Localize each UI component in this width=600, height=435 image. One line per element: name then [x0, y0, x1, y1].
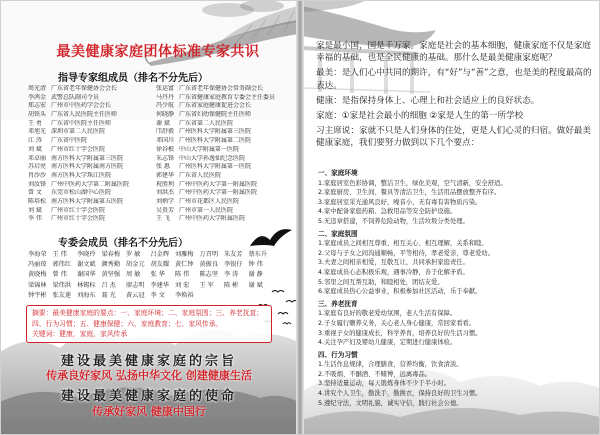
member-name: 陈 彬 — [224, 281, 239, 289]
expert-entry — [28, 120, 152, 129]
member-name: 黄云冠 — [126, 291, 145, 299]
expert-affiliation: 广州医科大学附属第一医院 — [179, 163, 252, 171]
expert-name: 苏启亮 — [28, 163, 47, 171]
expert-row — [28, 120, 292, 129]
section-heading: 三、养老抚育 — [318, 299, 358, 308]
summary-abstract: 摘要：最美健康家庭的要点：一、家庭环境；二、家庭氛围；三、养老抚育；四、行为习惯；五、健康保健；六、家庭教育；七、家风传承。 — [32, 309, 264, 328]
expert-name: 王 飞 — [156, 215, 170, 223]
expert-row — [28, 215, 292, 224]
member-name: 黄坚强 — [101, 271, 121, 279]
expert-affiliation: 广州医科大学附属第三医院 — [179, 128, 252, 136]
expert-affiliation: 武警总队副司令员 — [51, 93, 100, 101]
section-item: 6.家庭成员热心公益事业，积极参加社区活动，乐于奉献。 — [318, 288, 482, 296]
expert-affiliation: 广州医科大学附属第二医院 — [179, 137, 252, 145]
section-item: 2.家庭厨房、卫生间、餐具等清洁卫生，生活用品摆放整齐有序。 — [318, 189, 501, 197]
expert-entry — [156, 181, 292, 190]
expert-entry — [156, 85, 292, 94]
expert-name: 郑志宏 — [28, 102, 47, 110]
expert-entry — [156, 163, 292, 172]
member-row — [28, 291, 276, 301]
expert-name: 刘 斌 — [28, 206, 42, 214]
member-name: 周 敏 — [126, 271, 141, 279]
section-item: 4.讲究个人卫生，勤洗手，勤换衣，保持良好的卫生习惯。 — [318, 390, 482, 398]
member-name: 梁伟洪 — [52, 281, 72, 289]
page-title: 最美健康家庭团体标准专家共识 — [56, 44, 260, 60]
expert-entry — [28, 181, 152, 190]
section-item: 5.无违章搭建，不饲养危险动物，生活垃圾分类处理。 — [318, 217, 469, 225]
member-name: 张 华 — [150, 271, 165, 279]
section-item: 2.不吸烟、不酗酒、不赌博，远离毒品。 — [318, 370, 432, 378]
expert-name: 何晓静 — [156, 111, 175, 119]
section-item: 3.家庭居室采光通风良好，噪音小，无有毒有害物质污染。 — [318, 198, 482, 206]
expert-affiliation: 广州中医药大学附属医院 — [179, 215, 246, 223]
expert-name: 冯少航 — [156, 102, 175, 110]
expert-name: 李鸿金 — [28, 93, 47, 101]
expert-name: 祝胜利 — [156, 180, 175, 188]
definition-family: 家庭：①家是社会最小的细胞 ②家是人生的第一所学校 — [316, 111, 524, 122]
section-item: 1.家庭居室色彩协调，整洁卫生，绿化美观，空气清新，安全舒适。 — [318, 179, 507, 187]
member-name: 朱友芳 — [224, 251, 243, 258]
expert-name: 徐谷根 — [156, 145, 175, 153]
expert-name: 周光清 — [28, 85, 47, 92]
member-name: 颜秀勤 — [101, 261, 121, 269]
expert-affiliation: 南方医科大学附属南方医院 — [51, 163, 124, 171]
member-name: 刘海东 — [77, 291, 96, 299]
member-name: 张友莲 — [52, 291, 72, 299]
key-points — [318, 166, 568, 408]
expert-entry — [28, 111, 152, 120]
expert-row — [28, 146, 292, 155]
expert-name: 邓卓丽 — [28, 154, 47, 162]
expert-name: 李 伟 — [28, 215, 42, 223]
section-heading: 二、家庭氛围 — [318, 229, 358, 238]
expert-affiliation: 广州市红十字会医院 — [51, 206, 106, 214]
mission-heading: 建设最美健康家庭的使命 — [60, 389, 237, 404]
expert-affiliation: 广东省老年保健协会常务副会长 — [179, 85, 264, 92]
section-item: 1.家庭成员之间相互尊重、相互关心、相互理解，关系和睦。 — [318, 240, 488, 248]
expert-name: 邓国川 — [156, 137, 175, 145]
expert-affiliation: 广东省妇幼保健院主任医师 — [179, 111, 252, 119]
expert-name: 陈培松 — [28, 197, 47, 205]
member-name: 吕金辉 — [150, 251, 170, 258]
section-heading: 四、行为习惯 — [318, 350, 358, 359]
expert-entry — [156, 111, 292, 120]
section-item: 3.夫妻之间相亲相爱，互敬互让，共同承担家庭责任。 — [318, 259, 469, 267]
expert-row — [28, 85, 292, 94]
key-point-section — [318, 169, 568, 227]
expert-row — [28, 181, 292, 190]
expert-affiliation: 广东省老年保健协会会长 — [51, 85, 118, 92]
expert-entry — [28, 146, 152, 155]
expert-entry — [28, 215, 152, 224]
expert-name: 张运富 — [156, 85, 175, 92]
expert-name: 邝舒毅 — [156, 128, 175, 136]
expert-affiliation: 广州中医药大学第一附属医院 — [179, 189, 258, 197]
expert-name: 刘汝锋 — [28, 180, 47, 188]
expert-entry — [156, 172, 292, 181]
mission-text: 传承好家风 健康中国行 — [92, 405, 206, 418]
section-item: 1.家庭有良好的敬老爱幼氛围，老人生活有保障。 — [318, 310, 457, 318]
expert-row — [28, 111, 292, 120]
member-name: 刘雁梅 — [175, 251, 194, 258]
expert-affiliation: 广州市第一人民医院 — [179, 206, 234, 214]
section-item: 2.子女履行赡养义务，关心老人身心健康，常回家看看。 — [318, 319, 476, 327]
member-row — [28, 260, 276, 270]
member-name: 冯丽琼 — [28, 261, 47, 269]
expert-entry — [28, 207, 152, 216]
expert-entry — [28, 85, 152, 94]
expert-entry — [28, 94, 152, 103]
expert-entry — [156, 198, 292, 207]
expert-row — [28, 137, 292, 146]
member-name: 梁锦林 — [28, 281, 47, 289]
expert-row — [28, 172, 292, 181]
expert-affiliation: 中山大学孙逸仙纪念医院 — [179, 154, 246, 162]
quote-paragraph: 习主席说：家就不只是人们身体的住处，更是人们心灵的归宿。做好最美健康家庭，我们要努力做到以下几个要点： — [316, 126, 592, 149]
expert-entry — [156, 146, 292, 155]
summary-box — [26, 305, 272, 343]
expert-name: 张 惠 — [156, 163, 170, 171]
expert-row — [28, 102, 292, 111]
member-name: 蔡东升 — [248, 251, 268, 258]
expert-name: 邓旭光 — [28, 128, 47, 136]
expert-name: 肖沙沙 — [28, 171, 47, 179]
section-item: 2.父母与子女之间沟通顺畅，平等相待，孝老爱亲，尊老爱幼。 — [318, 249, 495, 257]
expert-affiliation: 广东省中医院 — [51, 137, 88, 145]
expert-affiliation: 广东省家庭健康促进会会长 — [179, 102, 252, 110]
expert-entry — [156, 128, 292, 137]
member-name: 李焕裕 — [175, 291, 194, 299]
member-name: 谢文斌 — [77, 261, 96, 269]
member-name: 李建华 — [150, 281, 170, 289]
pine-foliage — [240, 0, 284, 12]
expert-row — [28, 94, 292, 103]
intro-text — [316, 40, 592, 153]
section-heading: 一、家庭环境 — [318, 169, 358, 177]
member-name: 黄晓梅 — [28, 271, 47, 279]
member-name: 胡金元 — [126, 261, 145, 269]
experts-list — [28, 85, 292, 224]
section-item: 3.坚持适量运动，每天锻炼身体不少于半小时。 — [318, 380, 450, 388]
member-name: 吕 杰 — [101, 281, 116, 289]
expert-name: 王 勇 — [28, 119, 42, 127]
members-list — [28, 250, 276, 301]
expert-affiliation: 广州市红十字会医院 — [51, 215, 106, 223]
expert-entry — [156, 215, 292, 224]
member-name: 林锡标 — [77, 281, 96, 289]
expert-entry — [156, 102, 292, 111]
member-name: 陈志坚 — [199, 271, 219, 279]
member-row — [28, 281, 276, 291]
member-name: 曾 伟 — [52, 271, 67, 279]
expert-name: 谢 斌 — [156, 119, 170, 127]
section-item: 4.关注孕产妇及婴幼儿健康，定期进行健康体检。 — [318, 339, 457, 347]
expert-name: 刘洪杰 — [156, 189, 175, 197]
member-name: 廖志明 — [126, 281, 145, 289]
member-name: 陈 伟 — [175, 271, 190, 279]
definition-beauty: 最美：是人们心中共同的期许，有“好”与“善”之意，也是美的程度最高的表达。 — [316, 68, 592, 91]
intro-paragraph: 家是最小国，国是千万家。家庭是社会的基本细胞，健康家庭不仅是家庭幸福的基础，也是全民健康的基础。那什么是最美健康家庭呢？ — [316, 41, 592, 64]
expert-entry — [156, 207, 292, 216]
expert-affiliation: 深圳市第二人民医院 — [51, 128, 106, 136]
purpose-text: 传承良好家风 弘扬中华文化 创建健康生活 — [46, 369, 252, 382]
expert-entry — [156, 94, 292, 103]
expert-row — [28, 198, 292, 207]
expert-entry — [28, 198, 152, 207]
expert-name: 吴贵芳 — [156, 206, 175, 214]
expert-entry — [28, 128, 152, 137]
section-item: 5.遵纪守法，文明礼貌，诚实守信，践行社会公德。 — [318, 399, 463, 407]
expert-row — [28, 128, 292, 137]
expert-name: 江 涛 — [28, 137, 42, 145]
expert-name: 胡铁头 — [28, 111, 47, 119]
expert-affiliation: 广东省中医院主任医师 — [51, 119, 112, 127]
expert-name: 曾 文 — [28, 189, 42, 197]
expert-affiliation: 广东省健康家庭教育专委会主任委员 — [179, 93, 276, 101]
expert-affiliation: 广州中医药大学第一附属医院 — [179, 180, 258, 188]
expert-affiliation: 广州市花都区人民医院 — [179, 197, 240, 205]
definition-health: 健康：是指保持身体上、心理上和社会适应上的良好状态。 — [316, 95, 540, 106]
expert-name: 朱志锋 — [156, 154, 175, 162]
member-name: 黄振良 — [199, 261, 219, 269]
purpose-heading: 建设最美健康家庭的宗旨 — [60, 354, 237, 369]
member-name: 谢 斌 — [248, 281, 263, 289]
experts-heading: 指导专家组成员（排名不分先后） — [58, 73, 208, 84]
expert-entry — [156, 137, 292, 146]
expert-affiliation: 广州市中医药学会会长 — [51, 102, 112, 110]
expert-entry — [28, 163, 152, 172]
member-name: 万召明 — [199, 251, 219, 258]
key-point-section — [318, 230, 568, 297]
expert-entry — [156, 189, 292, 198]
expert-name: 郭建华 — [156, 171, 175, 179]
expert-row — [28, 189, 292, 198]
expert-affiliation: 东莞市松山湖中心医院 — [51, 189, 112, 197]
expert-name: 马丹丹 — [156, 93, 175, 101]
expert-entry — [28, 137, 152, 146]
member-name: 谢 静 — [248, 271, 263, 279]
expert-entry — [156, 155, 292, 164]
member-name: 梁春梅 — [101, 251, 121, 258]
expert-entry — [156, 120, 292, 129]
expert-entry — [28, 189, 152, 198]
member-name: 王 伟 — [52, 251, 67, 258]
member-name: 胡友耀 — [150, 261, 170, 269]
member-name: 郭伟红 — [52, 261, 72, 269]
mountain-right-front — [302, 408, 600, 435]
expert-affiliation: 中山大学附属第一医院 — [179, 145, 240, 153]
member-row — [28, 250, 276, 260]
expert-name: 刘炳学 — [156, 197, 175, 205]
key-point-section — [318, 300, 568, 348]
expert-entry — [28, 102, 152, 111]
section-item: 4.家中配备家庭药箱、急救用品等安全防护设施。 — [318, 208, 457, 216]
expert-entry — [28, 155, 152, 164]
expert-affiliation: 广东省人民医院 — [179, 171, 222, 179]
expert-row — [28, 155, 292, 164]
expert-name: 刘 斌 — [28, 145, 42, 153]
expert-affiliation: 广东省第二人民医院 — [179, 119, 234, 127]
member-name: 刘 宏 — [175, 281, 190, 289]
member-name: 谢国华 — [77, 271, 96, 279]
member-name: 罗 敏 — [126, 251, 141, 258]
member-name: 李晓玲 — [77, 251, 96, 258]
member-name: 聂 光 — [101, 291, 116, 299]
member-name: 王 军 — [199, 281, 214, 289]
member-name: 李海荣 — [28, 251, 47, 258]
member-name: 李 涛 — [224, 271, 239, 279]
expert-affiliation: 南方医科大学附属第三医院 — [51, 154, 124, 162]
member-name: 李银仔 — [224, 261, 243, 269]
key-point-section — [318, 351, 568, 409]
expert-affiliation: 南方医科大学附属第五医院 — [51, 197, 124, 205]
expert-affiliation: 广州中医药大学第二附属医院 — [51, 180, 130, 188]
section-item: 1.生活作息规律，合理膳食，营养均衡，饮食清淡。 — [318, 361, 463, 369]
member-name: 钟 伟 — [248, 261, 263, 269]
expert-affiliation: 广东省人民医院主任医师 — [51, 111, 118, 119]
expert-affiliation: 广州市红十字会医院 — [51, 145, 106, 153]
member-row — [28, 270, 276, 280]
expert-row — [28, 163, 292, 172]
expert-row — [28, 207, 292, 216]
section-item: 5.邻里之间互帮互助，和睦相处，团结友爱。 — [318, 278, 444, 286]
section-item: 4.家庭成员心态积极乐观，遇事冷静，善于化解矛盾。 — [318, 268, 469, 276]
member-name: 黄仁钟 — [175, 261, 194, 269]
members-heading: 专委会成员（排名不分先后） — [58, 238, 188, 249]
summary-keywords: 关键词：健康，家庭，家风传承 — [32, 330, 128, 338]
member-name: 李 文 — [150, 291, 165, 299]
section-item: 3.重视子女的健康成长，科学养育，培养良好的生活习惯。 — [318, 329, 482, 337]
expert-entry — [28, 172, 152, 181]
expert-affiliation: 南方医科大学珠江医院 — [51, 171, 112, 179]
member-name: 钟宇彬 — [28, 291, 47, 299]
